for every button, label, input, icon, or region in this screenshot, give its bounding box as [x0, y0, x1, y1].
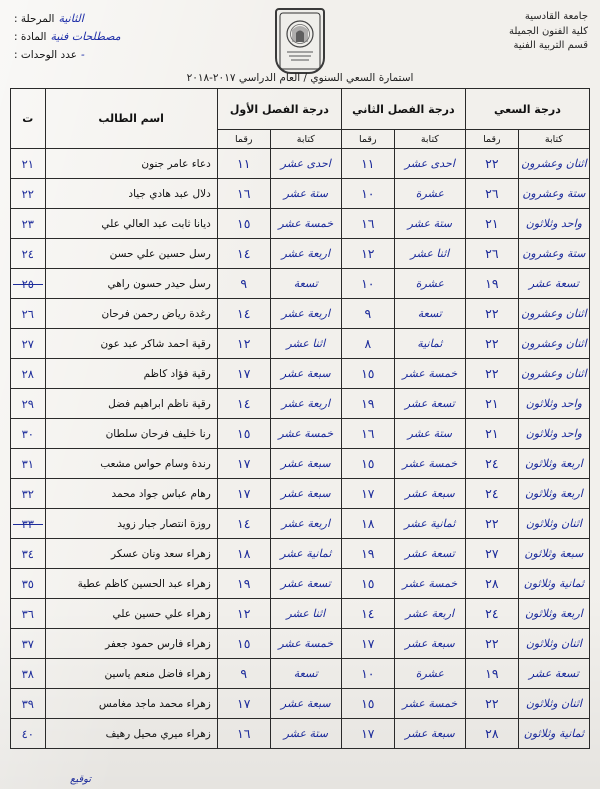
cell-second-numeric: ١٥ — [341, 359, 394, 389]
cell-total-written: اربعة وثلاثون — [518, 599, 589, 629]
cell-first-numeric: ١٨ — [217, 539, 270, 569]
cell-student-name: رسل حيدر حسون راهي — [45, 269, 217, 299]
cell-total-numeric: ٢٢ — [465, 629, 518, 659]
cell-second-numeric: ١٩ — [341, 539, 394, 569]
signature-mark: توقيع — [70, 774, 92, 785]
table-row — [11, 569, 590, 599]
cell-student-name: دعاء عامر جنون — [45, 149, 217, 179]
cell-first-written: اثنا عشر — [270, 599, 341, 629]
cell-index: ٢٧ — [11, 329, 46, 359]
cell-second-written: تسعة — [394, 299, 465, 329]
cell-second-written: خمسة عشر — [394, 689, 465, 719]
cell-first-numeric: ١٧ — [217, 449, 270, 479]
cell-second-numeric: ١٨ — [341, 509, 394, 539]
cell-total-written: اثنان وعشرون — [518, 299, 589, 329]
cell-first-written: تسعة عشر — [270, 569, 341, 599]
cell-second-written: عشرة — [394, 269, 465, 299]
cell-first-written: ثمانية عشر — [270, 539, 341, 569]
cell-first-written: سبعة عشر — [270, 449, 341, 479]
cell-first-written: اثنا عشر — [270, 329, 341, 359]
cell-first-written: اربعة عشر — [270, 509, 341, 539]
cell-index: ٢٦ — [11, 299, 46, 329]
cell-first-numeric: ١٤ — [217, 299, 270, 329]
grades-table-body — [11, 149, 590, 749]
cell-total-written: واحد وثلاثون — [518, 209, 589, 239]
subject-value: مصطلحات فنية — [50, 29, 121, 43]
cell-first-numeric: ١٥ — [217, 629, 270, 659]
cell-first-numeric: ١٢ — [217, 599, 270, 629]
cell-second-written: ثمانية عشر — [394, 509, 465, 539]
cell-first-written: سبعة عشر — [270, 479, 341, 509]
cell-total-numeric: ٢١ — [465, 209, 518, 239]
cell-first-numeric: ١٤ — [217, 389, 270, 419]
cell-second-numeric: ٨ — [341, 329, 394, 359]
cell-second-numeric: ١٠ — [341, 269, 394, 299]
cell-total-written: اثنان وثلاثون — [518, 629, 589, 659]
cell-total-numeric: ٢٦ — [465, 179, 518, 209]
cell-student-name: رندة وسام حواس مشعب — [45, 449, 217, 479]
cell-second-written: سبعة عشر — [394, 719, 465, 749]
cell-total-numeric: ٢٢ — [465, 149, 518, 179]
cell-second-written: ستة عشر — [394, 419, 465, 449]
cell-total-numeric: ٢٢ — [465, 689, 518, 719]
table-row — [11, 449, 590, 479]
table-row — [11, 479, 590, 509]
subject-label: المادة : — [14, 30, 47, 43]
cell-total-numeric: ١٩ — [465, 659, 518, 689]
table-row — [11, 689, 590, 719]
cell-second-written: سبعة عشر — [394, 629, 465, 659]
cell-first-numeric: ١٧ — [217, 689, 270, 719]
cell-first-written: اربعة عشر — [270, 389, 341, 419]
cell-student-name: زهراء محمد ماجد مغامس — [45, 689, 217, 719]
cell-index: ٣١ — [11, 449, 46, 479]
cell-index: ٢٣ — [11, 209, 46, 239]
cell-second-written: اثنا عشر — [394, 239, 465, 269]
cell-first-numeric: ٩ — [217, 659, 270, 689]
cell-first-written: خمسة عشر — [270, 419, 341, 449]
department-name: قسم التربية الفنية — [513, 40, 588, 51]
cell-total-written: ستة وعشرون — [518, 179, 589, 209]
cell-total-numeric: ٢٦ — [465, 239, 518, 269]
table-row — [11, 209, 590, 239]
cell-index: ٢٥ — [11, 269, 46, 299]
cell-student-name: رنا خليف فرحان سلطان — [45, 419, 217, 449]
cell-index: ٣٩ — [11, 689, 46, 719]
cell-index: ٢٤ — [11, 239, 46, 269]
cell-second-numeric: ١٦ — [341, 419, 394, 449]
cell-total-numeric: ٢٢ — [465, 329, 518, 359]
cell-first-numeric: ١٤ — [217, 509, 270, 539]
cell-first-written: خمسة عشر — [270, 629, 341, 659]
header-second-numeric: رقما — [341, 130, 394, 149]
header-first-term: درجة الفصل الأول — [217, 89, 341, 130]
cell-first-numeric: ١٩ — [217, 569, 270, 599]
cell-student-name: رغدة رياض رحمن فرحان — [45, 299, 217, 329]
cell-total-written: اثنان وعشرون — [518, 359, 589, 389]
header-second-written: كتابة — [394, 130, 465, 149]
table-row — [11, 149, 590, 179]
cell-second-numeric: ٩ — [341, 299, 394, 329]
cell-second-written: ستة عشر — [394, 209, 465, 239]
cell-second-written: عشرة — [394, 659, 465, 689]
header-total: درجة السعي — [465, 89, 589, 130]
stage-subject-block — [14, 10, 121, 63]
cell-second-numeric: ١٧ — [341, 479, 394, 509]
table-row — [11, 509, 590, 539]
table-row — [11, 269, 590, 299]
cell-second-numeric: ١٦ — [341, 209, 394, 239]
cell-first-written: سبعة عشر — [270, 689, 341, 719]
cell-index: ٣٥ — [11, 569, 46, 599]
cell-index: ٢٢ — [11, 179, 46, 209]
university-seal-icon — [275, 8, 325, 74]
stage-label: المرحلة : — [14, 13, 55, 25]
cell-first-written: تسعة — [270, 659, 341, 689]
cell-second-written: خمسة عشر — [394, 359, 465, 389]
cell-second-numeric: ١١ — [341, 149, 394, 179]
cell-second-numeric: ١٢ — [341, 239, 394, 269]
cell-first-written: خمسة عشر — [270, 209, 341, 239]
cell-first-numeric: ١٥ — [217, 209, 270, 239]
cell-index: ٣٠ — [11, 419, 46, 449]
cell-index: ٤٠ — [11, 719, 46, 749]
cell-index: ٢١ — [11, 149, 46, 179]
cell-first-numeric: ١٧ — [217, 359, 270, 389]
header-student-name: اسم الطالب — [45, 89, 217, 149]
cell-second-numeric: ١٧ — [341, 719, 394, 749]
cell-student-name: دلال عبد هادي جياد — [45, 179, 217, 209]
cell-second-written: تسعة عشر — [394, 389, 465, 419]
cell-total-numeric: ٢٧ — [465, 539, 518, 569]
cell-student-name: رقية ناظم ابراهيم فضل — [45, 389, 217, 419]
header-second-term: درجة الفصل الثاني — [341, 89, 465, 130]
cell-total-numeric: ١٩ — [465, 269, 518, 299]
cell-total-written: ستة وعشرون — [518, 239, 589, 269]
cell-student-name: رسل حسين علي حسن — [45, 239, 217, 269]
table-row — [11, 629, 590, 659]
cell-student-name: زهراء ميري محيل رهيف — [45, 719, 217, 749]
table-row — [11, 599, 590, 629]
cell-total-written: اثنان وثلاثون — [518, 509, 589, 539]
cell-first-numeric: ١٧ — [217, 479, 270, 509]
cell-second-numeric: ١٧ — [341, 629, 394, 659]
cell-second-numeric: ١٥ — [341, 689, 394, 719]
cell-second-numeric: ١٤ — [341, 599, 394, 629]
cell-index: ٢٨ — [11, 359, 46, 389]
cell-student-name: ديانا ثابت عبد العالي علي — [45, 209, 217, 239]
cell-total-written: ثمانية وثلاثون — [518, 569, 589, 599]
table-row — [11, 329, 590, 359]
cell-student-name: رقية فؤاد كاظم — [45, 359, 217, 389]
cell-second-numeric: ١٠ — [341, 659, 394, 689]
cell-second-numeric: ١٩ — [341, 389, 394, 419]
cell-second-numeric: ١٠ — [341, 179, 394, 209]
cell-student-name: زهراء علي حسين علي — [45, 599, 217, 629]
units-value: - — [81, 47, 85, 61]
form-title: استمارة السعي السنوي / العام الدراسي ٢٠١٧-٢٠١٨ — [186, 72, 414, 84]
form-header — [10, 8, 590, 86]
cell-total-numeric: ٢١ — [465, 389, 518, 419]
table-row — [11, 389, 590, 419]
cell-first-numeric: ١٢ — [217, 329, 270, 359]
cell-total-numeric: ٢٤ — [465, 449, 518, 479]
cell-student-name: زهراء عبد الحسين كاظم عطية — [45, 569, 217, 599]
cell-total-written: اثنان وعشرون — [518, 329, 589, 359]
cell-second-written: تسعة عشر — [394, 539, 465, 569]
cell-first-numeric: ١١ — [217, 149, 270, 179]
cell-student-name: زهراء سعد ونان عسكر — [45, 539, 217, 569]
cell-total-written: اثنان وعشرون — [518, 149, 589, 179]
cell-index: ٣٣ — [11, 509, 46, 539]
header-first-numeric: رقما — [217, 130, 270, 149]
table-row — [11, 419, 590, 449]
cell-second-written: خمسة عشر — [394, 569, 465, 599]
cell-index: ٢٩ — [11, 389, 46, 419]
cell-total-numeric: ٢٤ — [465, 599, 518, 629]
cell-total-numeric: ٢٨ — [465, 719, 518, 749]
cell-second-written: سبعة عشر — [394, 479, 465, 509]
cell-first-written: اربعة عشر — [270, 299, 341, 329]
cell-first-written: ستة عشر — [270, 719, 341, 749]
cell-first-numeric: ١٦ — [217, 179, 270, 209]
cell-total-written: واحد وثلاثون — [518, 419, 589, 449]
cell-student-name: زهراء فاضل منعم ياسين — [45, 659, 217, 689]
cell-second-written: خمسة عشر — [394, 449, 465, 479]
cell-total-written: اربعة وثلاثون — [518, 449, 589, 479]
stage-value: الثانية — [58, 12, 84, 25]
cell-index: ٣٢ — [11, 479, 46, 509]
university-info — [509, 10, 588, 54]
cell-student-name: روزة انتصار جبار زويد — [45, 509, 217, 539]
cell-total-written: واحد وثلاثون — [518, 389, 589, 419]
table-row — [11, 179, 590, 209]
university-name: جامعة القادسية — [524, 11, 588, 22]
cell-total-numeric: ٢٢ — [465, 299, 518, 329]
cell-index: ٣٤ — [11, 539, 46, 569]
header-first-written: كتابة — [270, 130, 341, 149]
table-row — [11, 299, 590, 329]
cell-total-written: اثنان وثلاثون — [518, 689, 589, 719]
header-total-written: كتابة — [518, 130, 589, 149]
cell-first-written: سبعة عشر — [270, 359, 341, 389]
cell-student-name: رهام عباس جواد محمد — [45, 479, 217, 509]
cell-total-written: اربعة وثلاثون — [518, 479, 589, 509]
cell-index: ٣٦ — [11, 599, 46, 629]
cell-second-numeric: ١٥ — [341, 449, 394, 479]
cell-total-numeric: ٢٢ — [465, 509, 518, 539]
table-row — [11, 719, 590, 749]
cell-second-written: اربعة عشر — [394, 599, 465, 629]
cell-first-numeric: ٩ — [217, 269, 270, 299]
cell-first-numeric: ١٥ — [217, 419, 270, 449]
table-row — [11, 359, 590, 389]
cell-second-numeric: ١٥ — [341, 569, 394, 599]
cell-first-written: ستة عشر — [270, 179, 341, 209]
cell-index: ٣٧ — [11, 629, 46, 659]
cell-total-numeric: ٢٢ — [465, 359, 518, 389]
cell-first-written: احدى عشر — [270, 149, 341, 179]
table-row — [11, 659, 590, 689]
cell-first-written: تسعة — [270, 269, 341, 299]
cell-first-numeric: ١٦ — [217, 719, 270, 749]
cell-student-name: رقية احمد شاكر عبد عون — [45, 329, 217, 359]
cell-total-written: تسعة عشر — [518, 269, 589, 299]
cell-total-written: تسعة عشر — [518, 659, 589, 689]
cell-index: ٣٨ — [11, 659, 46, 689]
cell-first-written: اربعة عشر — [270, 239, 341, 269]
table-row — [11, 239, 590, 269]
cell-total-numeric: ٢١ — [465, 419, 518, 449]
cell-student-name: زهراء فارس حمود جعفر — [45, 629, 217, 659]
cell-second-written: ثمانية — [394, 329, 465, 359]
units-label: عدد الوحدات : — [14, 48, 78, 61]
cell-total-numeric: ٢٨ — [465, 569, 518, 599]
cell-total-written: سبعة وثلاثون — [518, 539, 589, 569]
cell-total-written: ثمانية وثلاثون — [518, 719, 589, 749]
grades-table — [10, 88, 590, 749]
college-name: كلية الفنون الجميلة — [509, 25, 588, 37]
cell-second-written: عشرة — [394, 179, 465, 209]
table-row — [11, 539, 590, 569]
cell-second-written: احدى عشر — [394, 149, 465, 179]
cell-total-numeric: ٢٤ — [465, 479, 518, 509]
header-index: ت — [11, 89, 46, 149]
cell-first-numeric: ١٤ — [217, 239, 270, 269]
header-total-numeric: رقما — [465, 130, 518, 149]
